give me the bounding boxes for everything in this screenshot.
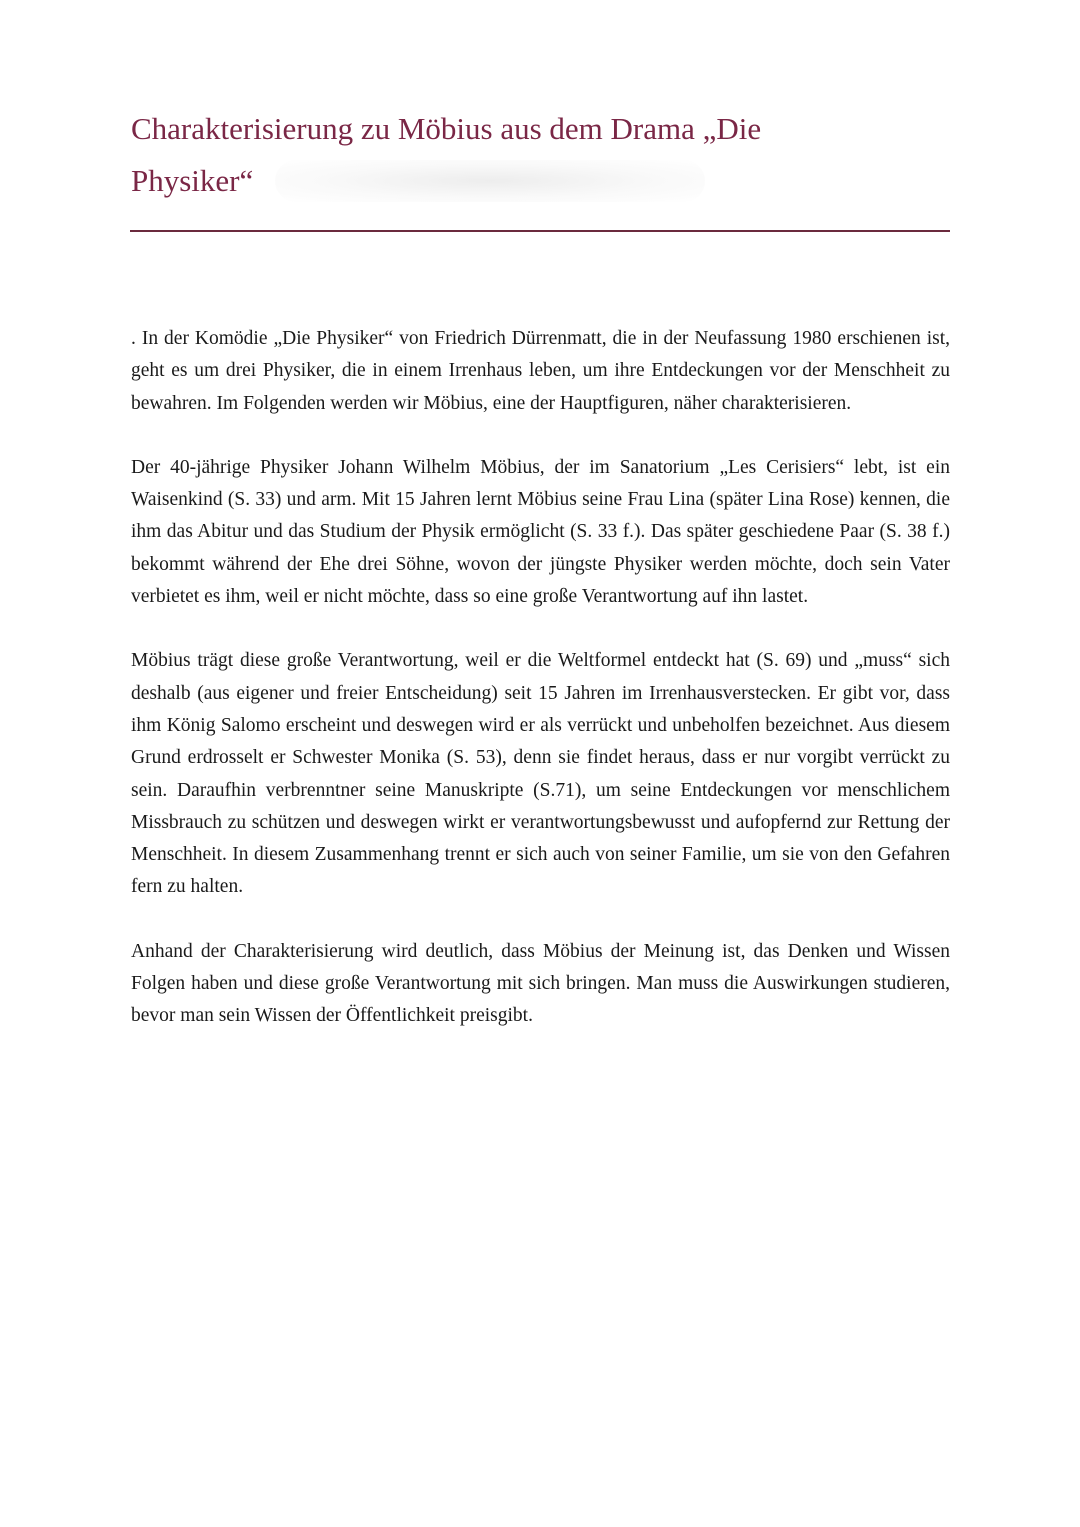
paragraph-responsibility: Möbius trägt diese große Verantwortung, weil er die Weltformel entdeckt hat (S. 69) und „muss“ sich deshalb (aus eigener und freier Entscheidung) seit 15 Jahren im Irrenhausverstecken. Er gibt vor, dass ihm König Salomo erscheint und deswegen wird er als verrückt und unbeholfen bezeichnet. Aus diesem Grund erdrosselt er Schwester Monika (S. 53), denn sie findet heraus, dass er nur vorgibt verrückt zu sein. Daraufhin verbrenntner seine Manuskripte (S.71), um seine Entdeckungen vor menschlichem Missbrauch zu schützen und deswegen wirkt er verantwortungsbewusst und aufopfernd zur Rettung der Menschheit. In diesem Zusammenhang trennt er sich auch von seiner Familie, um sie von den Gefahren fern zu halten. bbox=[131, 650, 950, 898]
paragraph-intro: . In der Komödie „Die Physiker“ von Friedrich Dürrenmatt, die in der Neufassung 1980 erschienen ist, geht es um drei Physiker, die in einem Irrenhaus leben, um ihre Entdeckungen vor der Menschheit zu bewahren. Im Folgenden werden wir Möbius, eine der Hauptfiguren, näher charakterisieren. bbox=[131, 328, 950, 414]
paragraph-biography: Der 40-jährige Physiker Johann Wilhelm Möbius, der im Sanatorium „Les Cerisiers“ lebt, ist ein Waisenkind (S. 33) und arm. Mit 15 Jahren lernt Möbius seine Frau Lina (später Lina Rose) kennen, die ihm das Abitur und das Studium der Physik ermöglicht (S. 33 f.). Das später geschiedene Paar (S. 38 f.) bekommt während der Ehe drei Söhne, wovon der jüngste Physiker werden möchte, doch sein Vater verbietet es ihm, weil er nicht möchte, dass so eine große Verantwortung auf ihn lastet. bbox=[131, 456, 950, 608]
document-title: Charakterisierung zu Möbius aus dem Drama „Die Physiker“ bbox=[131, 111, 762, 198]
redacted-blur bbox=[275, 160, 705, 202]
document-body bbox=[131, 323, 950, 1065]
title-divider bbox=[130, 230, 950, 232]
paragraph-conclusion: Anhand der Charakterisierung wird deutlich, dass Möbius der Meinung ist, das Denken und Wissen Folgen haben und diese große Verantwortung mit sich bringen. Man muss die Auswirkungen studieren, bevor man sein Wissen der Öffentlichkeit preisgibt. bbox=[131, 940, 950, 1027]
